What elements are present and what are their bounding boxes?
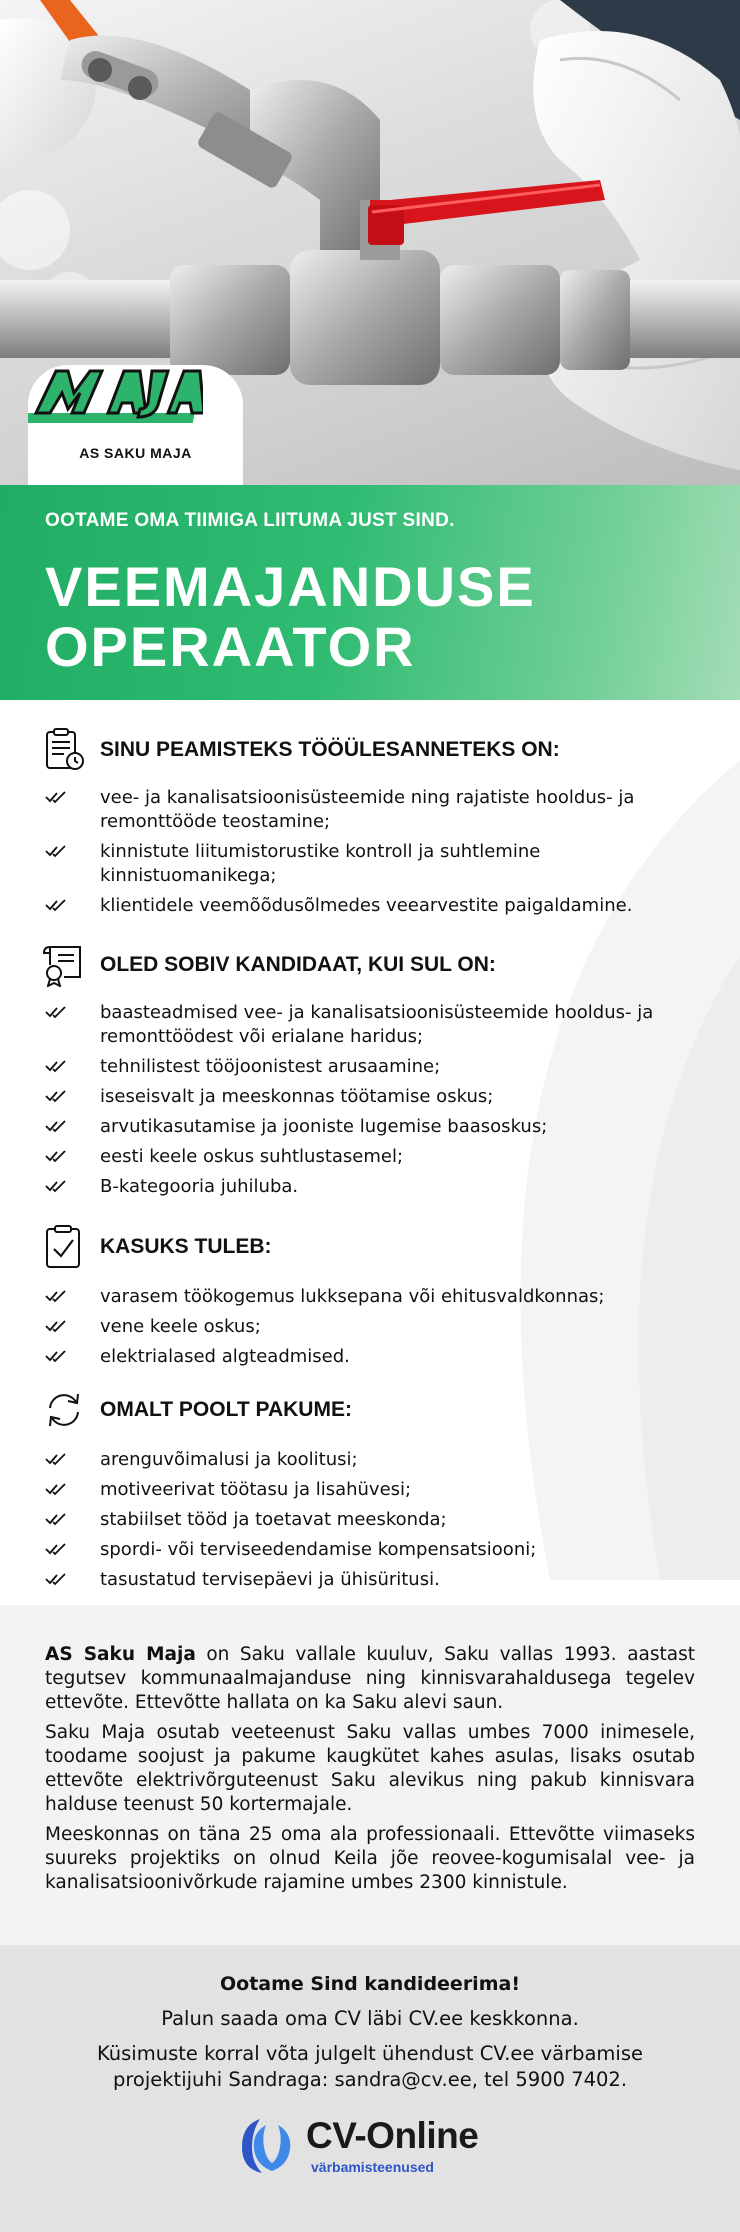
- list-item: varasem töökogemus lukksepana või ehitusvaldkonnas;: [0, 1285, 740, 1309]
- section-title: KASUKS TULEB:: [100, 1235, 272, 1258]
- refresh-cycle-icon: [42, 1388, 86, 1432]
- certificate-icon: [42, 943, 86, 987]
- list-item: kinnistute liitumistorustike kontroll ja suhtlemine kinnistuomanikega;: [0, 840, 740, 888]
- double-check-icon: [45, 1059, 67, 1073]
- double-check-icon: [45, 1319, 67, 1333]
- list-item: eesti keele oskus suhtlustasemel;: [0, 1145, 740, 1169]
- section-offer: [0, 1388, 740, 1598]
- list-item: spordi- või terviseedendamise kompensatsiooni;: [0, 1538, 740, 1562]
- section-responsibilities: [0, 728, 740, 924]
- section-title: SINU PEAMISTEKS TÖÖÜLESANNETEKS ON:: [100, 738, 560, 761]
- about-paragraph-3: Meeskonnas on täna 25 oma ala professionaali. Ettevõtte viimaseks suureks projektiks on olnud Keila jõe reovee-kogumisalal vee- ja kanalisatsioonivõrkude rajamine umbes 2300 kinnistule.: [45, 1824, 695, 1893]
- hero-image: [0, 0, 740, 485]
- job-title-line1: VEEMAJANDUSE: [45, 555, 536, 618]
- clipboard-clock-icon: [42, 728, 86, 772]
- double-check-icon: [45, 1452, 67, 1466]
- list-item: tehnilistest tööjoonistest arusaamine;: [0, 1055, 740, 1079]
- double-check-icon: [45, 1349, 67, 1363]
- double-check-icon: [45, 844, 67, 858]
- contact-footer: [0, 1945, 740, 2232]
- offer-list: [0, 1448, 740, 1592]
- list-item: vene keele oskus;: [0, 1315, 740, 1339]
- company-description: [0, 1605, 740, 1945]
- list-item: B-kategooria juhiluba.: [0, 1175, 740, 1199]
- double-check-icon: [45, 1289, 67, 1303]
- requirements-list: [0, 1001, 740, 1199]
- list-item: stabiilset tööd ja toetavat meeskonda;: [0, 1508, 740, 1532]
- title-banner: [0, 485, 740, 700]
- clipboard-check-icon: [42, 1225, 86, 1269]
- list-item: baasteadmised vee- ja kanalisatsioonisüsteemide hooldus- ja remonttöödest või erialane haridus;: [0, 1001, 740, 1049]
- job-details: [0, 700, 740, 1605]
- cv-online-logo[interactable]: [240, 2115, 500, 2195]
- contact-line-1: Küsimuste korral võta julgelt ühendust CV.ee värbamise: [96, 2042, 644, 2065]
- brand-tagline: värbamisteenused: [311, 2159, 434, 2175]
- double-check-icon: [45, 1005, 67, 1019]
- about-paragraph-1: AS Saku Maja on Saku vallale kuuluv, Saku vallas 1993. aastast tegutsev kommunaalmajanduse ning kinnisvarahaldusega tegelev ettevõte. Ettevõtte hallata on ka Saku alevi saun.: [45, 1644, 695, 1713]
- list-item: iseseisvalt ja meeskonnas töötamise oskus;: [0, 1085, 740, 1109]
- double-check-icon: [45, 1542, 67, 1556]
- double-check-icon: [45, 1149, 67, 1163]
- about-paragraph-2: Saku Maja osutab veeteenust Saku vallas umbes 7000 inimesele, toodame soojust ja pakume kaugkütet kahes asulas, lisaks osutab ettevõte elektrivõrguteenust Saku alevikus ning pakub kinnisvara halduse teenust 50 kortermajale.: [45, 1722, 695, 1815]
- list-item: arvutikasutamise ja jooniste lugemise baasoskus;: [0, 1115, 740, 1139]
- list-item: elektrialased algteadmised.: [0, 1345, 740, 1369]
- list-item: motiveerivat töötasu ja lisahüvesi;: [0, 1478, 740, 1502]
- list-item: arenguvõimalusi ja koolitusi;: [0, 1448, 740, 1472]
- maja-logo-icon: [28, 365, 203, 427]
- list-item: tasustatud tervisepäevi ja ühisüritusi.: [0, 1568, 740, 1592]
- contact-line-2: projektijuhi Sandraga: sandra@cv.ee, tel 5900 7402.: [112, 2068, 628, 2091]
- apply-text: Palun saada oma CV läbi CV.ee keskkonna.: [161, 2007, 579, 2030]
- company-logo: [28, 365, 243, 485]
- double-check-icon: [45, 1572, 67, 1586]
- cv-online-logo-icon: [240, 2115, 300, 2177]
- double-check-icon: [45, 1089, 67, 1103]
- logo-subtitle: AS SAKU MAJA: [79, 445, 192, 461]
- invite-text: Ootame Sind kandideerima!: [220, 1973, 520, 1995]
- list-item: vee- ja kanalisatsioonisüsteemide ning rajatiste hooldus- ja remonttööde teostamine;: [0, 786, 740, 834]
- double-check-icon: [45, 1179, 67, 1193]
- responsibilities-list: [0, 786, 740, 918]
- double-check-icon: [45, 1119, 67, 1133]
- section-title: OMALT POOLT PAKUME:: [100, 1398, 352, 1421]
- company-name: AS Saku Maja: [45, 1644, 196, 1665]
- advantages-list: [0, 1285, 740, 1369]
- double-check-icon: [45, 790, 67, 804]
- banner-subtitle: OOTAME OMA TIIMIGA LIITUMA JUST SIND.: [45, 510, 455, 531]
- section-advantages: [0, 1225, 740, 1375]
- brand-name: CV-Online: [306, 2115, 479, 2156]
- job-title-line2: OPERAATOR: [45, 615, 416, 678]
- contact-text: [0, 2041, 740, 2093]
- section-title: OLED SOBIV KANDIDAAT, KUI SUL ON:: [100, 953, 496, 976]
- job-title: [45, 557, 536, 677]
- double-check-icon: [45, 1512, 67, 1526]
- section-requirements: [0, 943, 740, 1205]
- list-item: klientidele veemõõdusõlmedes veearvestite paigaldamine.: [0, 894, 740, 918]
- double-check-icon: [45, 898, 67, 912]
- double-check-icon: [45, 1482, 67, 1496]
